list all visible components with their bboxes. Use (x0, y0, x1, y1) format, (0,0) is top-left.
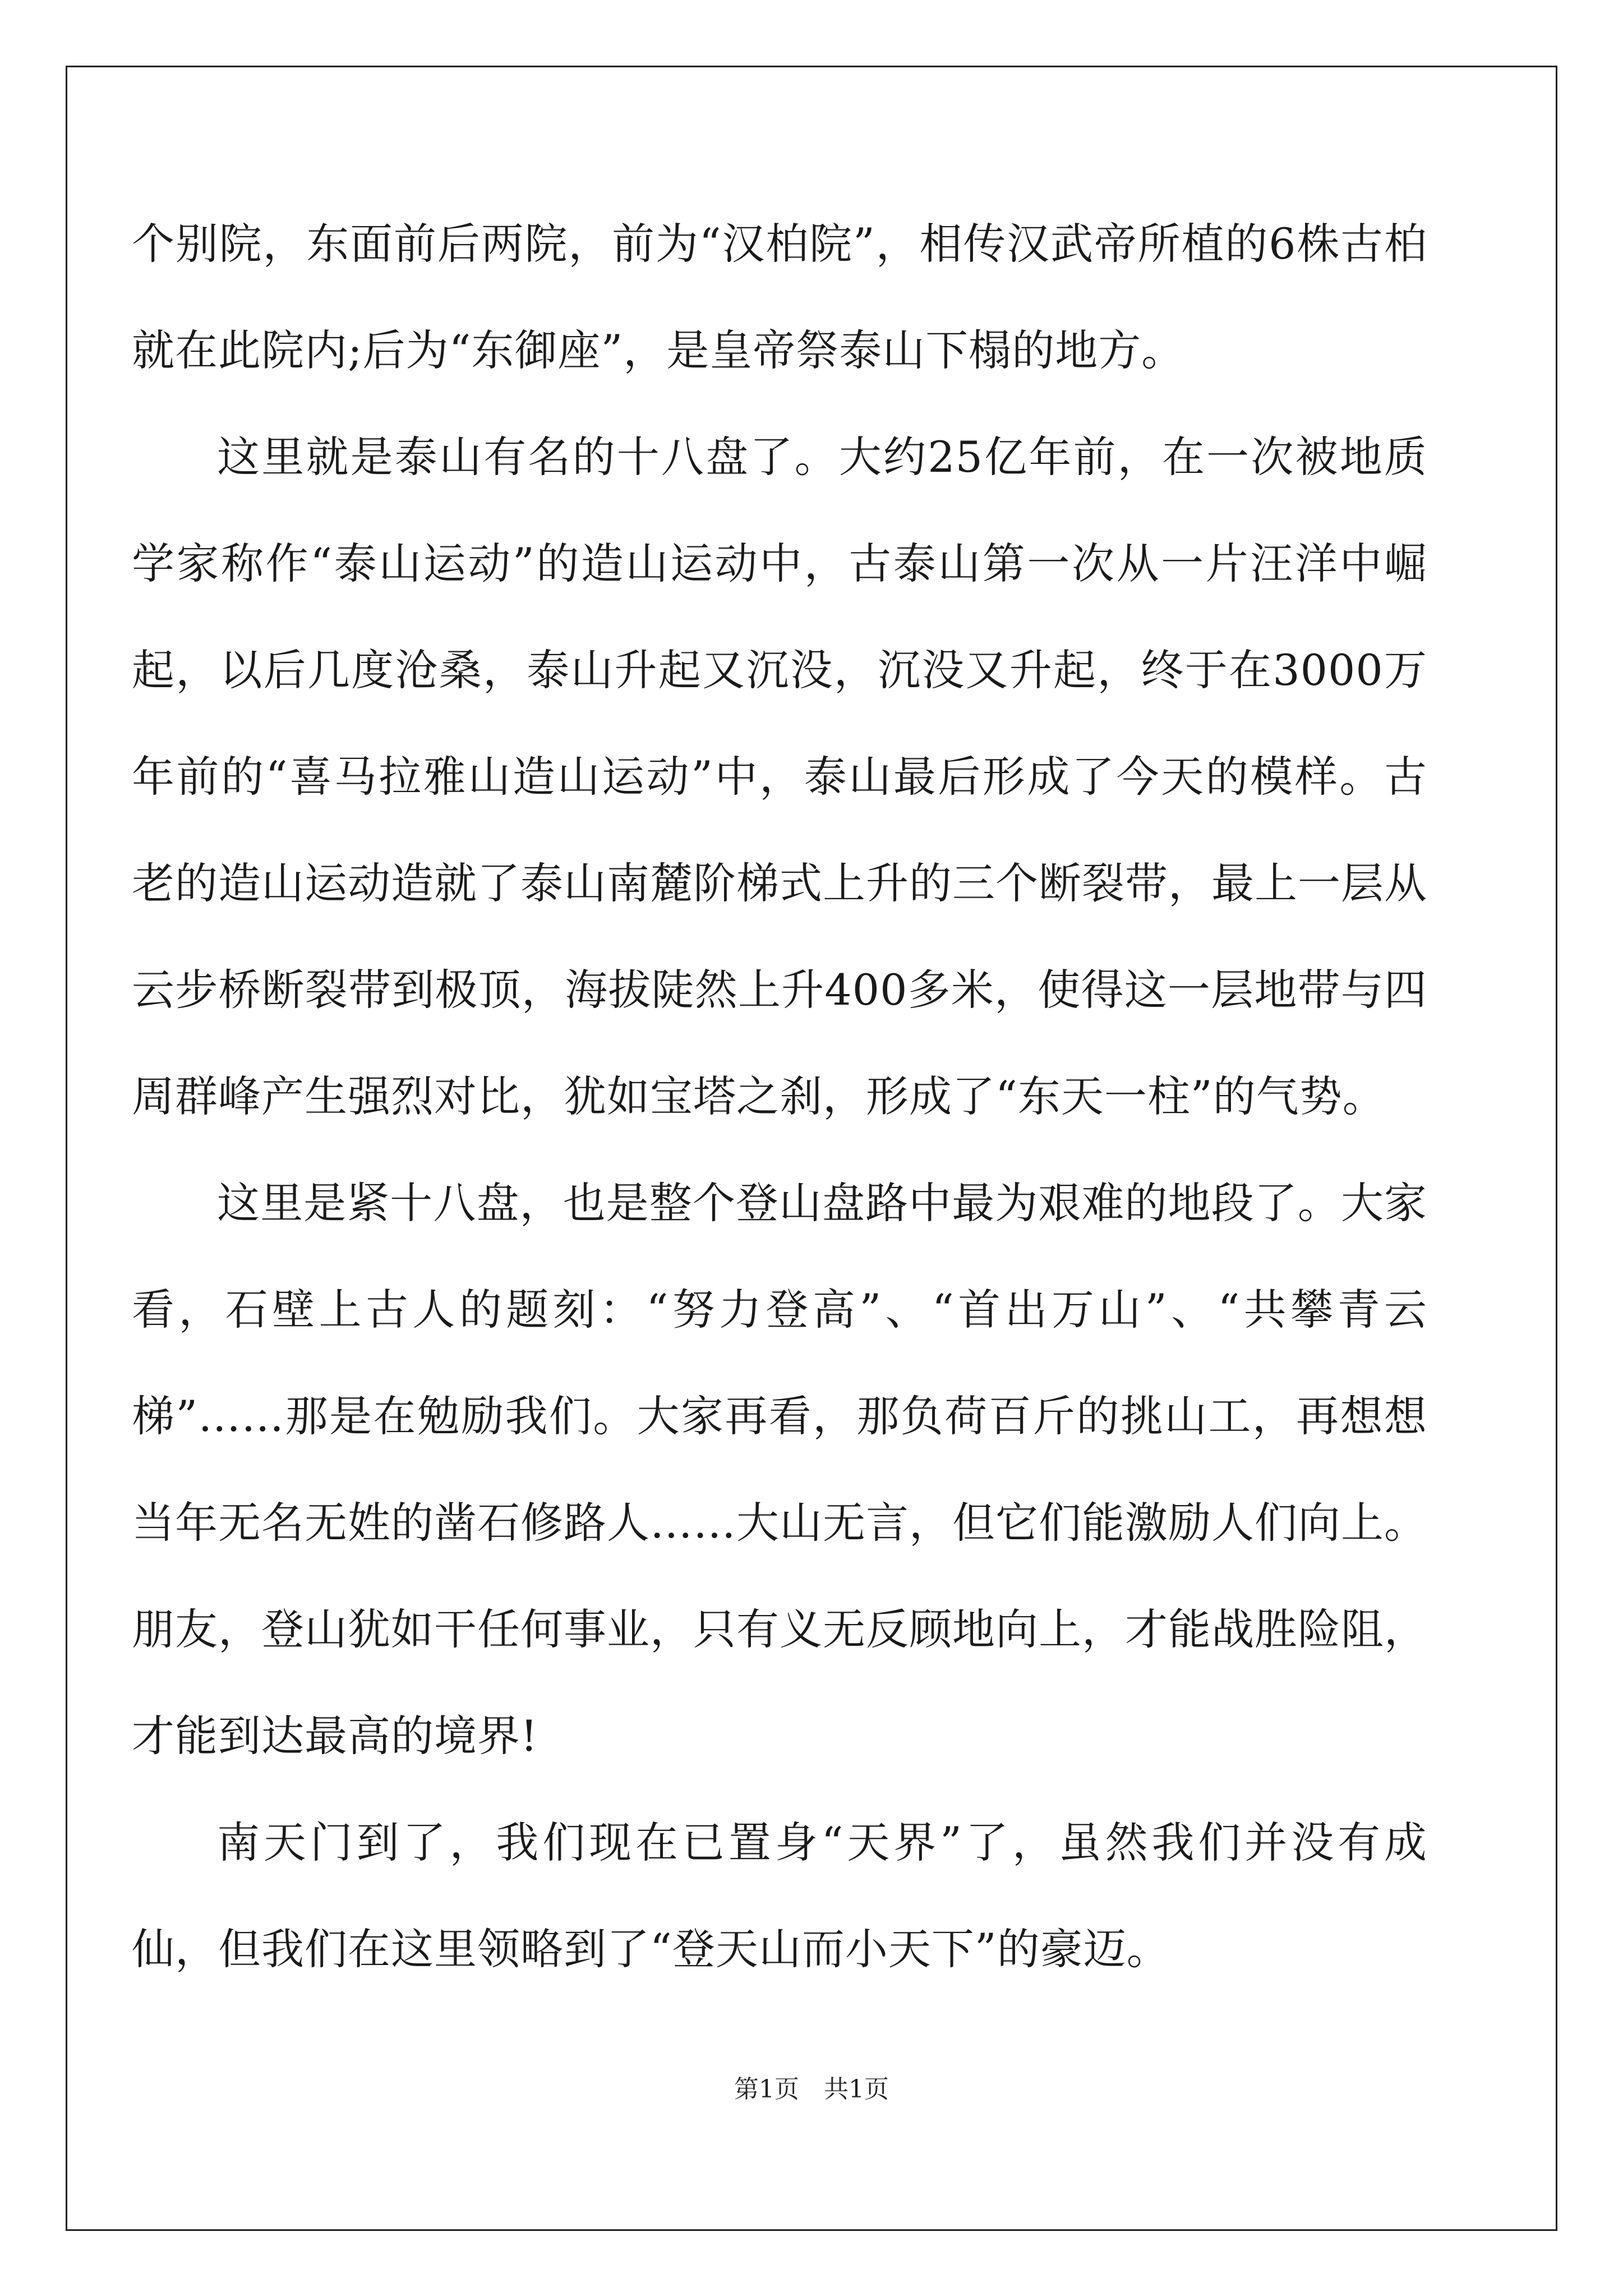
paragraph-2: 这里就是泰山有名的十八盘了。大约25亿年前，在一次被地质学家称作“泰山运动”的造山运动中，古泰山第一次从一片汪洋中崛起，以后几度沧桑，泰山升起又沉没，沉没又升起，终于在3000万年前的“喜马拉雅山造山运动”中，泰山最后形成了今天的模样。古老的造山运动造就了泰山南麓阶梯式上升的三个断裂带，最上一层从云步桥断裂带到极顶，海拔陡然上升400多米，使得这一层地带与四周群峰产生强烈对比，犹如宝塔之刹，形成了“东天一柱”的气势。 (132, 432, 1427, 1121)
page-total: 共1页 (824, 2075, 889, 2104)
paragraph-4: 南天门到了，我们现在已置身“天界”了，虽然我们并没有成仙，但我们在这里领略到了“登天山而小天下”的豪迈。 (132, 1818, 1427, 1974)
paragraph-1: 个别院，东面前后两院，前为“汉柏院”，相传汉武帝所植的6株古柏就在此院内;后为“东御座”，是皇帝祭泰山下榻的地方。 (132, 219, 1427, 375)
paragraph-3: 这里是紧十八盘，也是整个登山盘路中最为艰难的地段了。大家看，石壁上古人的题刻：“努力登高”、“首出万山”、“共攀青云梯”……那是在勉励我们。大家再看，那负荷百斤的挑山工，再想想当年无名无姓的凿石修路人……大山无言，但它们能激励人们向上。朋友，登山犹如干任何事业，只有义无反顾地向上，才能战胜险阻，才能到达最高的境界! (132, 1178, 1427, 1761)
page-footer (66, 2073, 1557, 2106)
page-number: 第1页 (734, 2075, 799, 2104)
document-body (132, 191, 1427, 2003)
